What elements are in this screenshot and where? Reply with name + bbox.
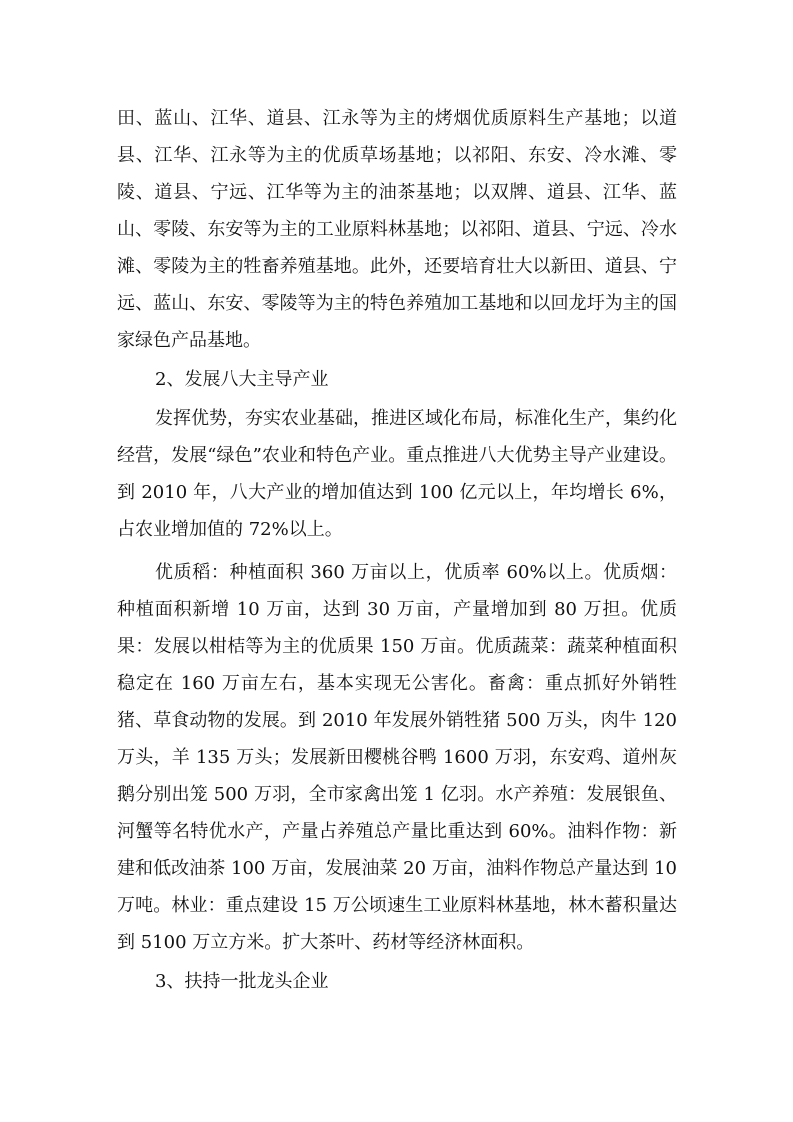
document-body bbox=[117, 100, 677, 1000]
paragraph-bases: 田、蓝山、江华、道县、江永等为主的烤烟优质原料生产基地；以道县、江华、江永等为主的优质草场基地；以祁阳、东安、冷水滩、零陵、道县、宁远、江华等为主的油茶基地；以双牌、道县、江华、蓝山、零陵、东安等为主的工业原料林基地；以祁阳、道县、宁远、冷水滩、零陵为主的牲畜养殖基地。此外，还要培育壮大以新田、道县、宁远、蓝山、东安、零陵等为主的特色养殖加工基地和以回龙圩为主的国家绿色产品基地。 bbox=[117, 108, 677, 351]
heading-eight-industries: 2、发展八大主导产业 bbox=[155, 369, 329, 390]
heading-leading-enterprises: 3、扶持一批龙头企业 bbox=[155, 971, 329, 992]
paragraph-industry-goals: 发挥优势，夯实农业基础，推进区域化布局，标准化生产，集约化经营，发展“绿色”农业和特色产业。重点推进八大优势主导产业建设。到 2010 年，八大产业的增加值达到 100 亿元以上，年均增长 6%，占农业增加值的 72%以上。 bbox=[117, 408, 677, 540]
paragraph-industry-details: 优质稻：种植面积 360 万亩以上，优质率 60%以上。优质烟：种植面积新增 10 万亩，达到 30 万亩，产量增加到 80 万担。优质果：发展以柑桔等为主的优质果 150 万亩。优质蔬菜：蔬菜种植面积稳定在 160 万亩左右，基本实现无公害化。畜禽：重点抓好外销牲猪、草食动物的发展。到 2010 年发展外销牲猪 500 万头，肉牛 120 万头，羊 135 万头；发展新田樱桃谷鸭 1600 万羽，东安鸡、道州灰鹅分别出笼 500 万羽，全市家禽出笼 1 亿羽。水产养殖：发展银鱼、河蟹等名特优水产，产量占养殖总产量比重达到 60%。油料作物：新建和低改油茶 100 万亩，发展油菜 20 万亩，油料作物总产量达到 10 万吨。林业：重点建设 15 万公顷速生工业原料林基地，林木蓄积量达到 5100 万立方米。扩大茶叶、药材等经济林面积。 bbox=[117, 562, 677, 953]
